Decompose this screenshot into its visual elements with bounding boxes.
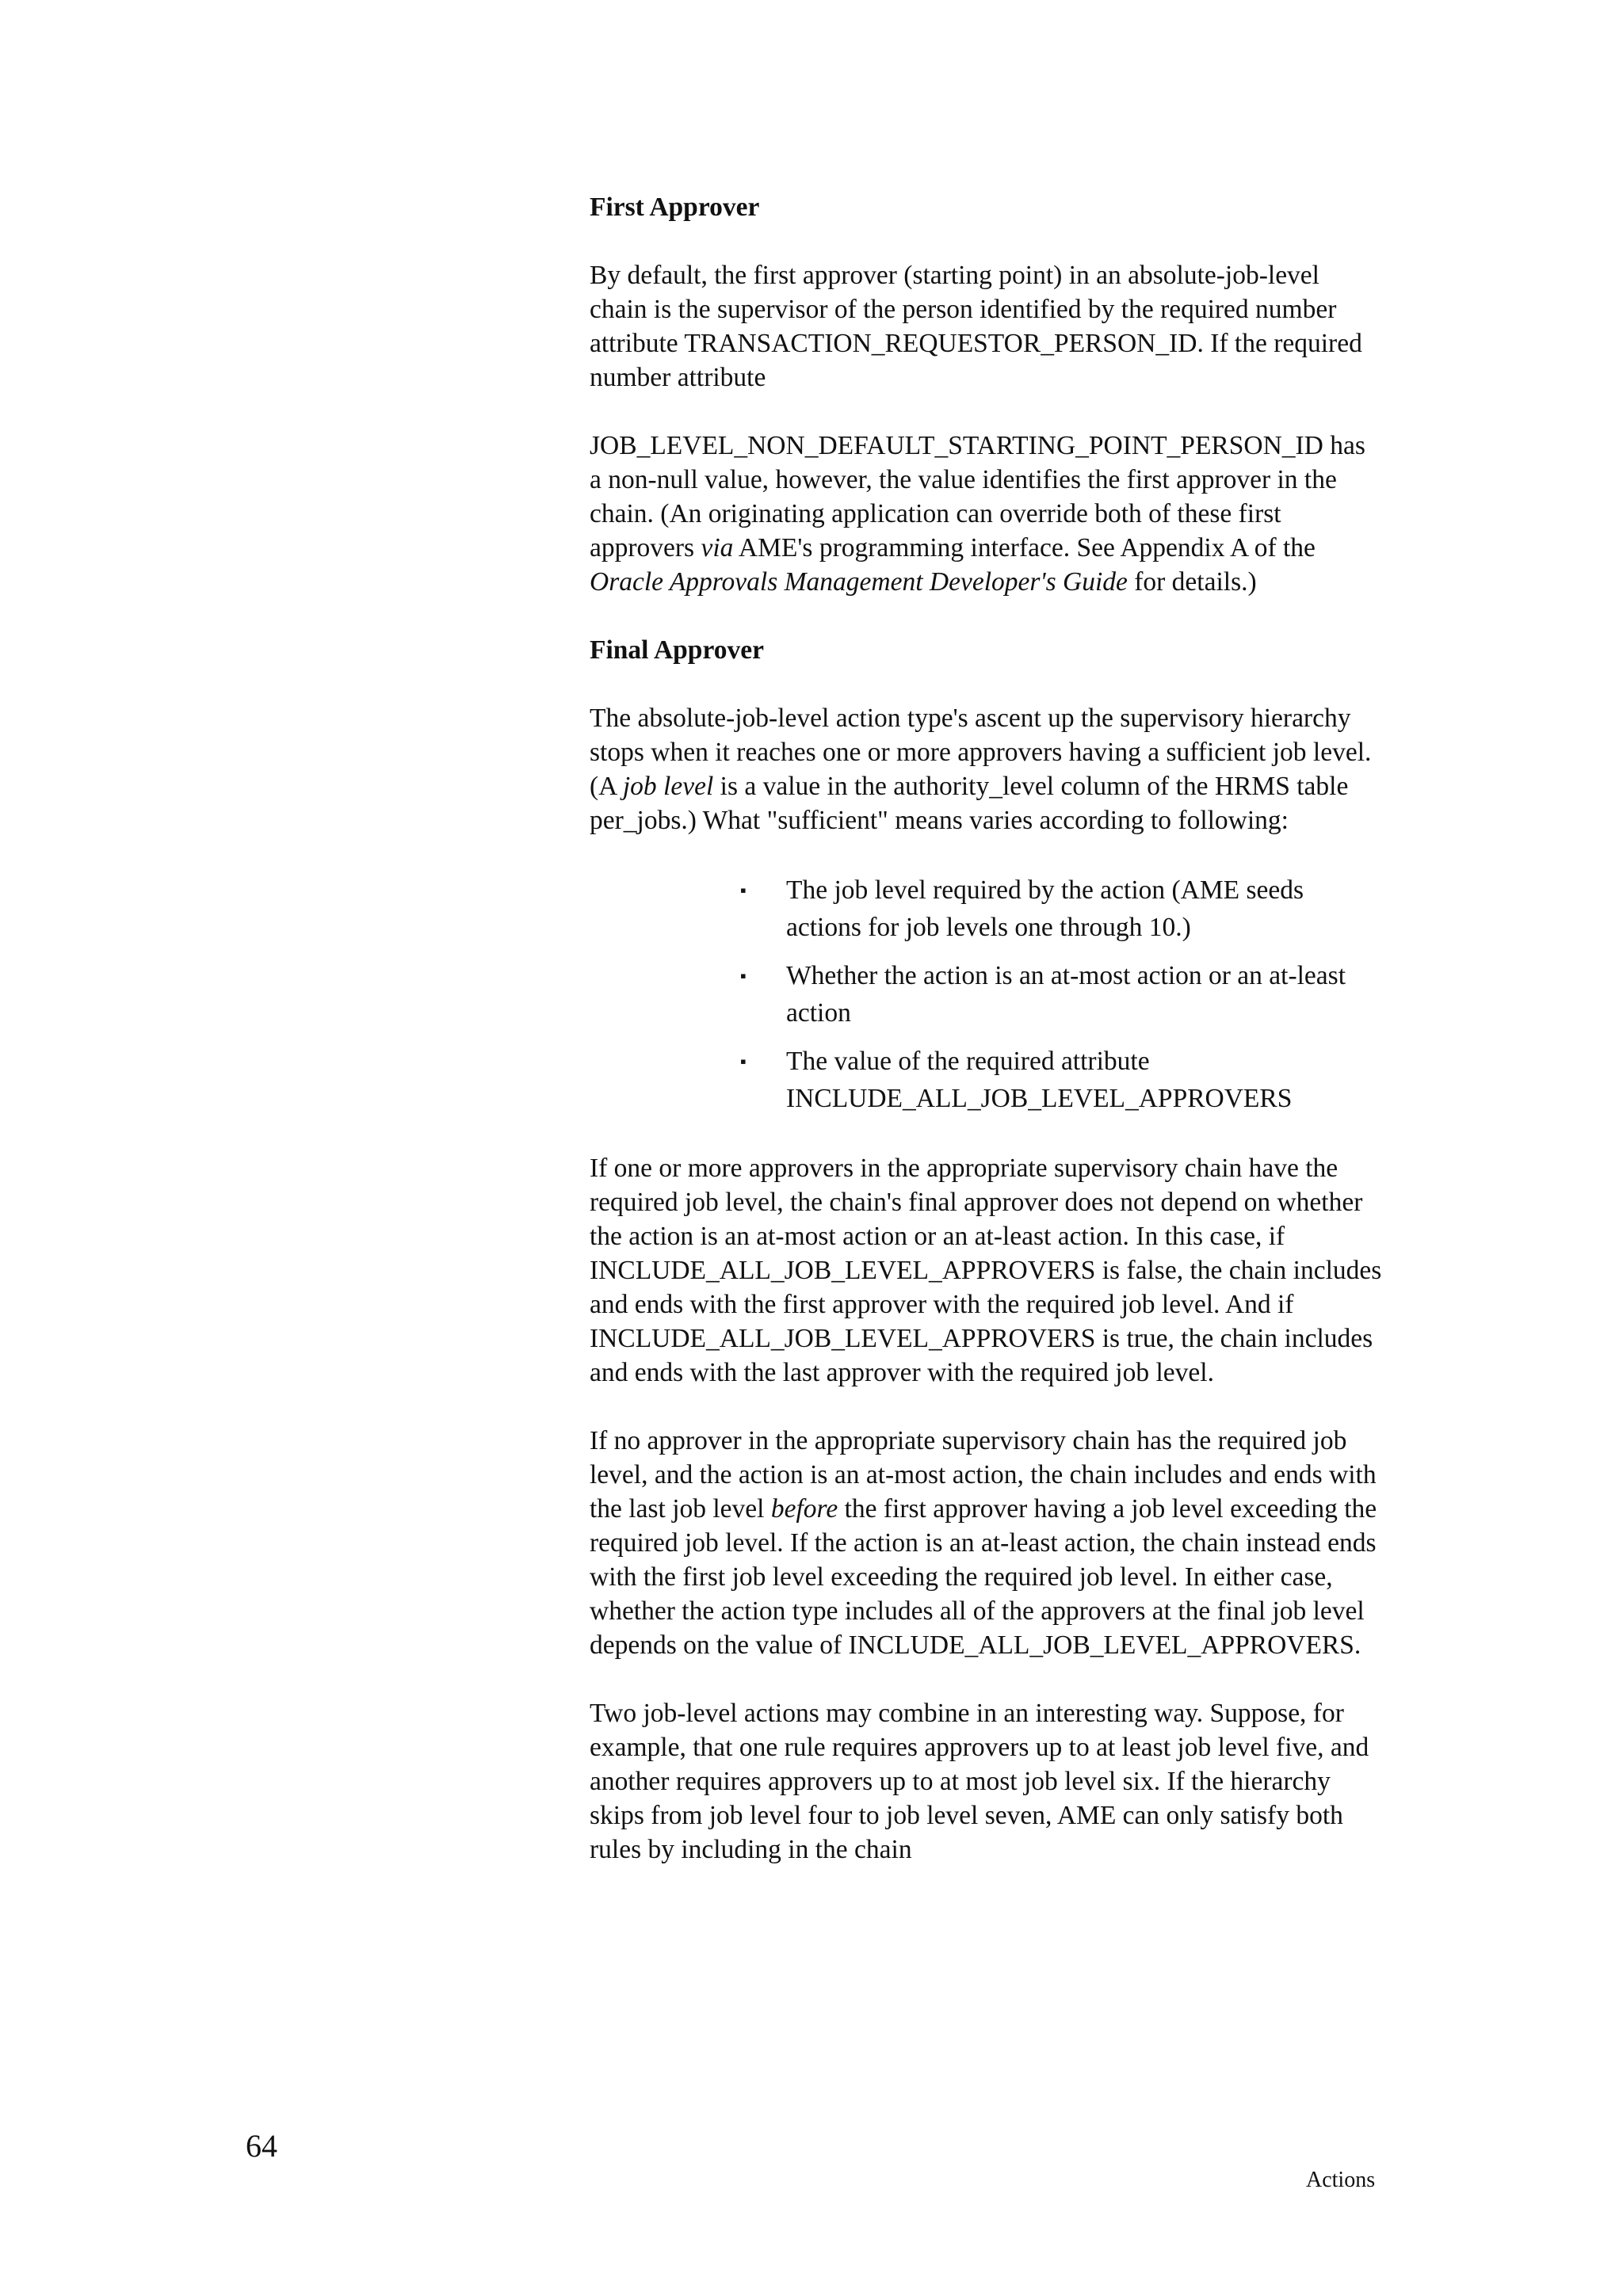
italic-job-level: job level	[622, 772, 714, 801]
footer-section-label: Actions	[1306, 2168, 1376, 2192]
sufficient-criteria-list	[590, 871, 1382, 1117]
paragraph-combined-actions: Two job-level actions may combine in an interesting way. Suppose, for example, that one rule requires approvers up to at least job level five, and another requires approvers up to at most job level six. If the hierarchy skips from job level four to job level seven, AME can only satisfy both rules by including in the chain	[590, 1699, 1369, 1864]
square-bullet-icon: ▪	[740, 966, 747, 986]
heading-final-approver: Final Approver	[590, 635, 764, 665]
text-run: The absolute-job-level action type's ascent up the supervisory hierarchy stops when it reaches one or more approvers having a sufficient job level. (A	[590, 704, 1372, 801]
text-run: JOB_LEVEL_NON_DEFAULT_STARTING_POINT_PERSON_ID has a non-null value, however, the value identifies the first approver in the chain. (An originating application can override both of these first approvers	[590, 431, 1365, 563]
text-run: is a value in the authority_level column of the HRMS table per_jobs.) What "sufficient" means varies according to following:	[590, 772, 1349, 835]
list-item-text: Whether the action is an at-most action or an at-least action	[786, 961, 1346, 1028]
square-bullet-icon: ▪	[740, 1051, 747, 1071]
list-item	[590, 957, 1382, 1032]
text-run: If no approver in the appropriate supervisory chain has the required job level, and the action is an at-most action, the chain includes and ends with the last job level	[590, 1426, 1377, 1524]
square-bullet-icon: ▪	[740, 880, 747, 900]
paragraph-no-approver-has-level	[590, 1424, 1382, 1662]
italic-via: via	[701, 533, 734, 563]
italic-before: before	[770, 1494, 838, 1524]
text-run: the first approver having a job level exceeding the required job level. If the action is an at-least action, the chain instead ends with the first job level exceeding the required job level. In either case, whether the action type includes all of the approvers at the final job level depends on the value of INCLUDE_ALL_JOB_LEVEL_APPROVERS.	[590, 1494, 1377, 1660]
text-run: for details.)	[1127, 567, 1257, 597]
heading-first-approver: First Approver	[590, 193, 760, 222]
list-item	[590, 1043, 1382, 1117]
page-number: 64	[246, 2128, 277, 2164]
paragraph-ascent-stops	[590, 701, 1382, 837]
list-item-text: The job level required by the action (AME seeds actions for job levels one through 10.)	[786, 875, 1304, 942]
main-text-column	[590, 190, 1382, 1901]
paragraph-non-default-starting-point	[590, 429, 1382, 599]
list-item	[590, 871, 1382, 946]
italic-guide-title: Oracle Approvals Management Developer's Guide	[590, 567, 1128, 597]
paragraph-default-first-approver: By default, the first approver (starting point) in an absolute-job-level chain is the supervisor of the person identified by the required number attribute TRANSACTION_REQUESTOR_PERSON_ID. If the required number attribute	[590, 261, 1362, 392]
paragraph-required-job-level-present: If one or more approvers in the appropriate supervisory chain have the required job level, the chain's final approver does not depend on whether the action is an at-most action or an at-least action. In this case, if INCLUDE_ALL_JOB_LEVEL_APPROVERS is false, the chain includes and ends with the first approver with the required job level. And if INCLUDE_ALL_JOB_LEVEL_APPROVERS is true, the chain includes and ends with the last approver with the required job level.	[590, 1154, 1382, 1387]
list-item-text: The value of the required attribute INCLUDE_ALL_JOB_LEVEL_APPROVERS	[786, 1047, 1293, 1113]
text-run: AME's programming interface. See Appendix A of the	[733, 533, 1316, 563]
